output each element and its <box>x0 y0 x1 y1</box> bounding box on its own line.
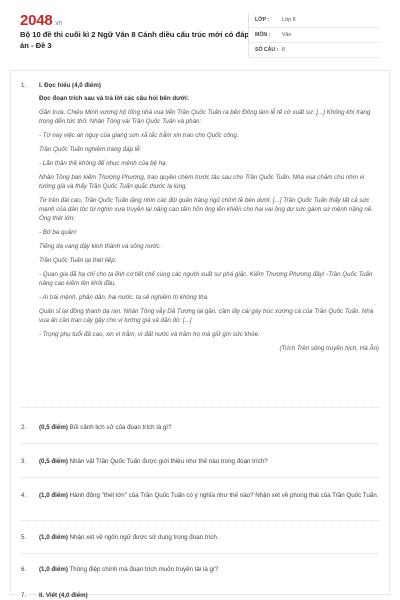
instruction: Đọc đoạn trích sau và trả lời các câu hỏi bên dưới: <box>39 95 189 102</box>
question-points: (0,5 điểm) <box>39 458 68 465</box>
question-number: 5. <box>21 534 27 541</box>
question-points: (0,5 điểm) <box>39 424 68 431</box>
question-points: (1,0 điểm) <box>39 566 68 573</box>
document-title: Bộ 10 đề thi cuối kì 2 Ngữ Văn 8 Cánh diều cấu trúc mới có đáp án - Đề 3 <box>20 30 250 50</box>
question-4 <box>21 491 379 500</box>
site-logo[interactable] <box>20 12 62 29</box>
passage-paragraph: Gần trưa, Chiêu Minh vương hộ tống nhà vua tiến Trần Quốc Tuấn ra bến Đông làm lễ tế cờ xuất sư. [...] Không khí trang trọng đến tức thở. Nhân Tông vái Trần Quốc Tuấn và phán: <box>39 109 371 125</box>
passage-source: (Trích Trên sông truyền hịch, Hà Ân) <box>279 345 379 352</box>
passage-paragraph: Trần Quốc Tuấn nghiêm trang đáp lễ: <box>39 146 142 153</box>
meta-row-subject <box>249 28 380 43</box>
passage-paragraph: - Lão thần thề không để nhục mệnh của bệ hạ. <box>39 160 168 167</box>
question-text: Bối cảnh lịch sử của đoạn trích là gì? <box>69 424 172 431</box>
logo-text: 2048 <box>20 12 53 29</box>
meta-label: SỐ CÂU : <box>255 47 279 53</box>
meta-value: Văn <box>282 32 292 38</box>
meta-row-question-count <box>249 43 380 58</box>
passage-paragraph: Tiếng dạ vang dậy kinh thành và sông nước. <box>39 243 162 250</box>
divider <box>21 520 379 521</box>
divider <box>21 443 379 444</box>
question-points: (1,0 điểm) <box>39 492 68 499</box>
question-number: 3. <box>21 458 27 465</box>
meta-label: LỚP : <box>255 17 270 23</box>
question-7 <box>21 591 379 600</box>
question-2 <box>21 423 379 432</box>
divider <box>21 553 379 554</box>
passage-paragraph: Từ trên đài cao, Trần Quốc Tuấn lặng nhìn các đội quân hàng ngũ chỉnh tề bên dưới. [...] Trần Quốc Tuấn thấy tất cả sức mạnh của dân tộc từ nghìn xưa truyền lại nâng cao tấm hồn ông lên khiến cho hai vai ông dư sức gánh sứ mệnh nặng nề. Ông thét lớn: <box>39 197 374 222</box>
passage-paragraph: Quân sĩ lại đồng thanh dạ ran. Nhân Tông vẫy Dã Tượng lại gần, cầm lấy cái gáy trúc xương cá của Trần Quốc Tuấn. Nhà vua ân cần trao cây gậy cho vị tướng già và dặn dò: [...] <box>39 308 374 324</box>
passage-paragraph: - Bớ ba quân! <box>39 229 77 236</box>
question-text: Thông điệp chính mà đoạn trích muốn truyền tải là gì? <box>69 566 219 573</box>
logo-tld: .vn <box>53 20 63 27</box>
meta-value: Lớp 8 <box>282 17 296 23</box>
question-number: 2. <box>21 424 27 431</box>
question-3 <box>21 457 379 466</box>
question-6 <box>21 565 379 574</box>
question-text: Nhân vật Trần Quốc Tuấn được giới thiệu như thế nào trong đoạn trích? <box>69 458 268 465</box>
passage-paragraph: - Trọng phụ tuổi đã cao, xin vì trẫm, vì đất nước và trăm họ mà giữ gìn sức khỏe. <box>39 331 260 338</box>
section-title-reading: I. Đọc hiểu (4,0 điểm) <box>39 82 101 89</box>
passage-paragraph: Trần Quốc Tuấn lại thét tiếp: <box>39 257 117 264</box>
document-meta-table <box>248 13 380 58</box>
question-text: Nhận xét về ngôn ngữ được sử dụng trong đoạn trích. <box>69 534 219 541</box>
page-header <box>0 0 400 64</box>
meta-label: MÔN : <box>255 32 271 38</box>
question-text: Hành động "thét lớn" của Trần Quốc Tuấn có ý nghĩa như thế nào? Nhận xét về phong thái của Trần Quốc Tuấn. <box>69 492 379 499</box>
divider <box>21 407 379 408</box>
meta-value: 8 <box>282 47 285 53</box>
question-number: 4. <box>21 492 27 499</box>
section-title-writing: II. Viết (4,0 điểm) <box>39 592 88 599</box>
passage-paragraph: - Ai trái mệnh, phản dân, hại nước, ta sẽ nghiêm trị không tha. <box>39 294 209 301</box>
exam-sheet <box>10 70 390 599</box>
passage-paragraph: - Từ nay việc an nguy của giang sơn xã tắc trẫm xin trao cho Quốc công. <box>39 132 239 139</box>
passage-paragraph: Nhân Tông ban kiếm Thượng Phương, trao quyền chém trước tâu sau cho Trần Quốc Tuấn. Nhà vua chăm chú nhìn vị tướng già và thấy Trần Quốc Tuấn quắc thước lạ lùng. <box>39 174 365 190</box>
question-number: 6. <box>21 566 27 573</box>
question-number: 1. <box>21 82 27 89</box>
question-points: (1,0 điểm) <box>39 534 68 541</box>
question-number: 7. <box>21 592 27 599</box>
passage-paragraph: - Quan gia đã hạ chỉ cho ta lĩnh cờ tiết chế cùng các người xuất sư phá giặc. Kiếm Thượng Phương đây! -Trần Quốc Tuấn nâng cao kiếm lên khỏi đầu. <box>39 271 373 287</box>
divider <box>21 477 379 478</box>
question-1 <box>21 81 379 353</box>
question-5 <box>21 533 379 542</box>
meta-row-class <box>249 13 380 28</box>
